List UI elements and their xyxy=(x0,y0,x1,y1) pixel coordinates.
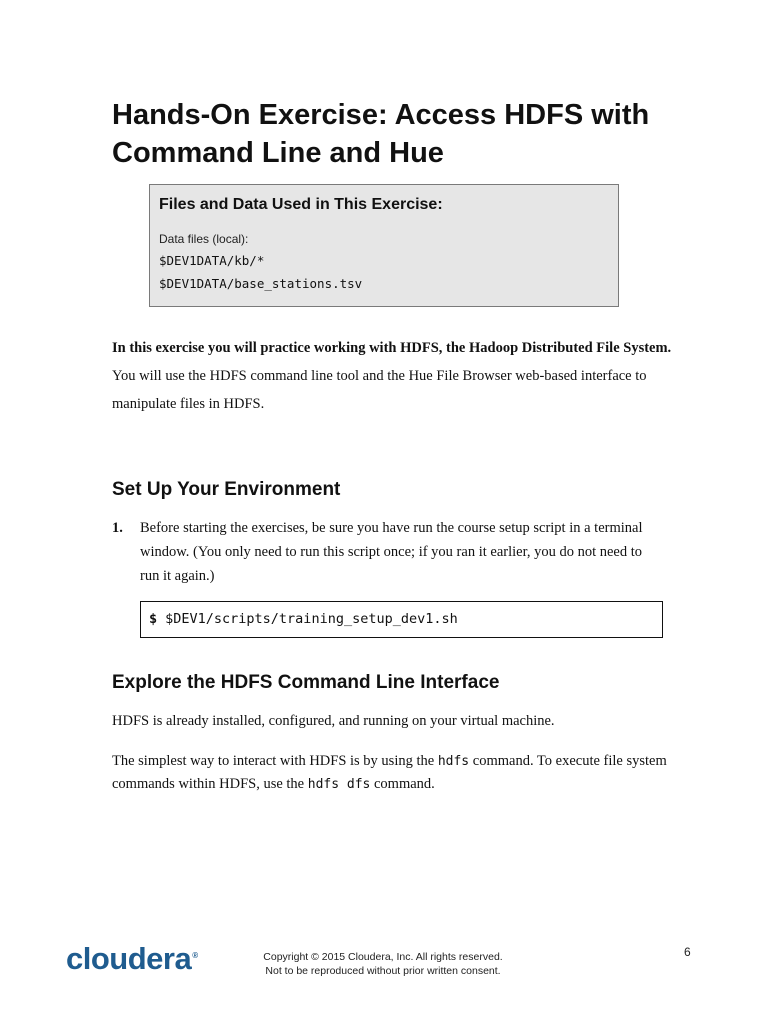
data-file-path: $DEV1DATA/base_stations.tsv xyxy=(159,276,363,291)
consent-line: Not to be reproduced without prior written consent. xyxy=(265,965,501,977)
hdfs-installed-paragraph: HDFS is already installed, configured, and running on your virtual machine. xyxy=(112,713,555,729)
paragraph-text: The simplest way to interact with HDFS is by using the xyxy=(112,753,438,769)
intro-bold-paragraph: In this exercise you will practice working with HDFS, the Hadoop Distributed File System. xyxy=(112,340,672,356)
command-prompt: $ xyxy=(149,611,158,627)
page-number: 6 xyxy=(684,945,691,959)
data-file-path: $DEV1DATA/kb/* xyxy=(159,253,265,268)
intro-paragraph: You will use the HDFS command line tool and the Hue File Browser web-based interface to manipulate files in HDFS. xyxy=(112,368,647,412)
section-heading-setup: Set Up Your Environment xyxy=(112,479,341,500)
logo-text: cloudera xyxy=(66,941,192,976)
intro-section xyxy=(112,334,672,418)
page-title: Hands-On Exercise: Access HDFS with Command Line and Hue xyxy=(112,99,650,169)
step-text: Before starting the exercises, be sure you have run the course setup script in a terminal window. (You only need to run this script once; if you ran it earlier, you do not need to run it again.) xyxy=(140,520,643,584)
inline-code-hdfs: hdfs xyxy=(437,754,470,769)
paragraph-text: command. xyxy=(370,776,435,792)
copyright-line: Copyright © 2015 Cloudera, Inc. All rights reserved. xyxy=(263,951,503,963)
files-box-heading: Files and Data Used in This Exercise: xyxy=(159,196,443,213)
cloudera-logo xyxy=(66,941,198,977)
paragraph-text: command. To execute file system commands within HDFS, use the xyxy=(112,753,667,792)
hdfs-command-paragraph xyxy=(112,750,672,796)
command-box xyxy=(140,601,663,638)
files-box-label: Data files (local): xyxy=(159,232,249,246)
command-text: $DEV1/scripts/training_setup_dev1.sh xyxy=(165,611,458,627)
section-heading-explore: Explore the HDFS Command Line Interface xyxy=(112,672,500,693)
step-item xyxy=(112,516,657,588)
footer-copyright xyxy=(238,950,528,978)
step-number: 1. xyxy=(112,520,123,536)
files-data-box xyxy=(149,184,619,307)
registered-mark: ® xyxy=(192,950,198,960)
inline-code-hdfs-dfs: hdfs dfs xyxy=(307,777,371,792)
